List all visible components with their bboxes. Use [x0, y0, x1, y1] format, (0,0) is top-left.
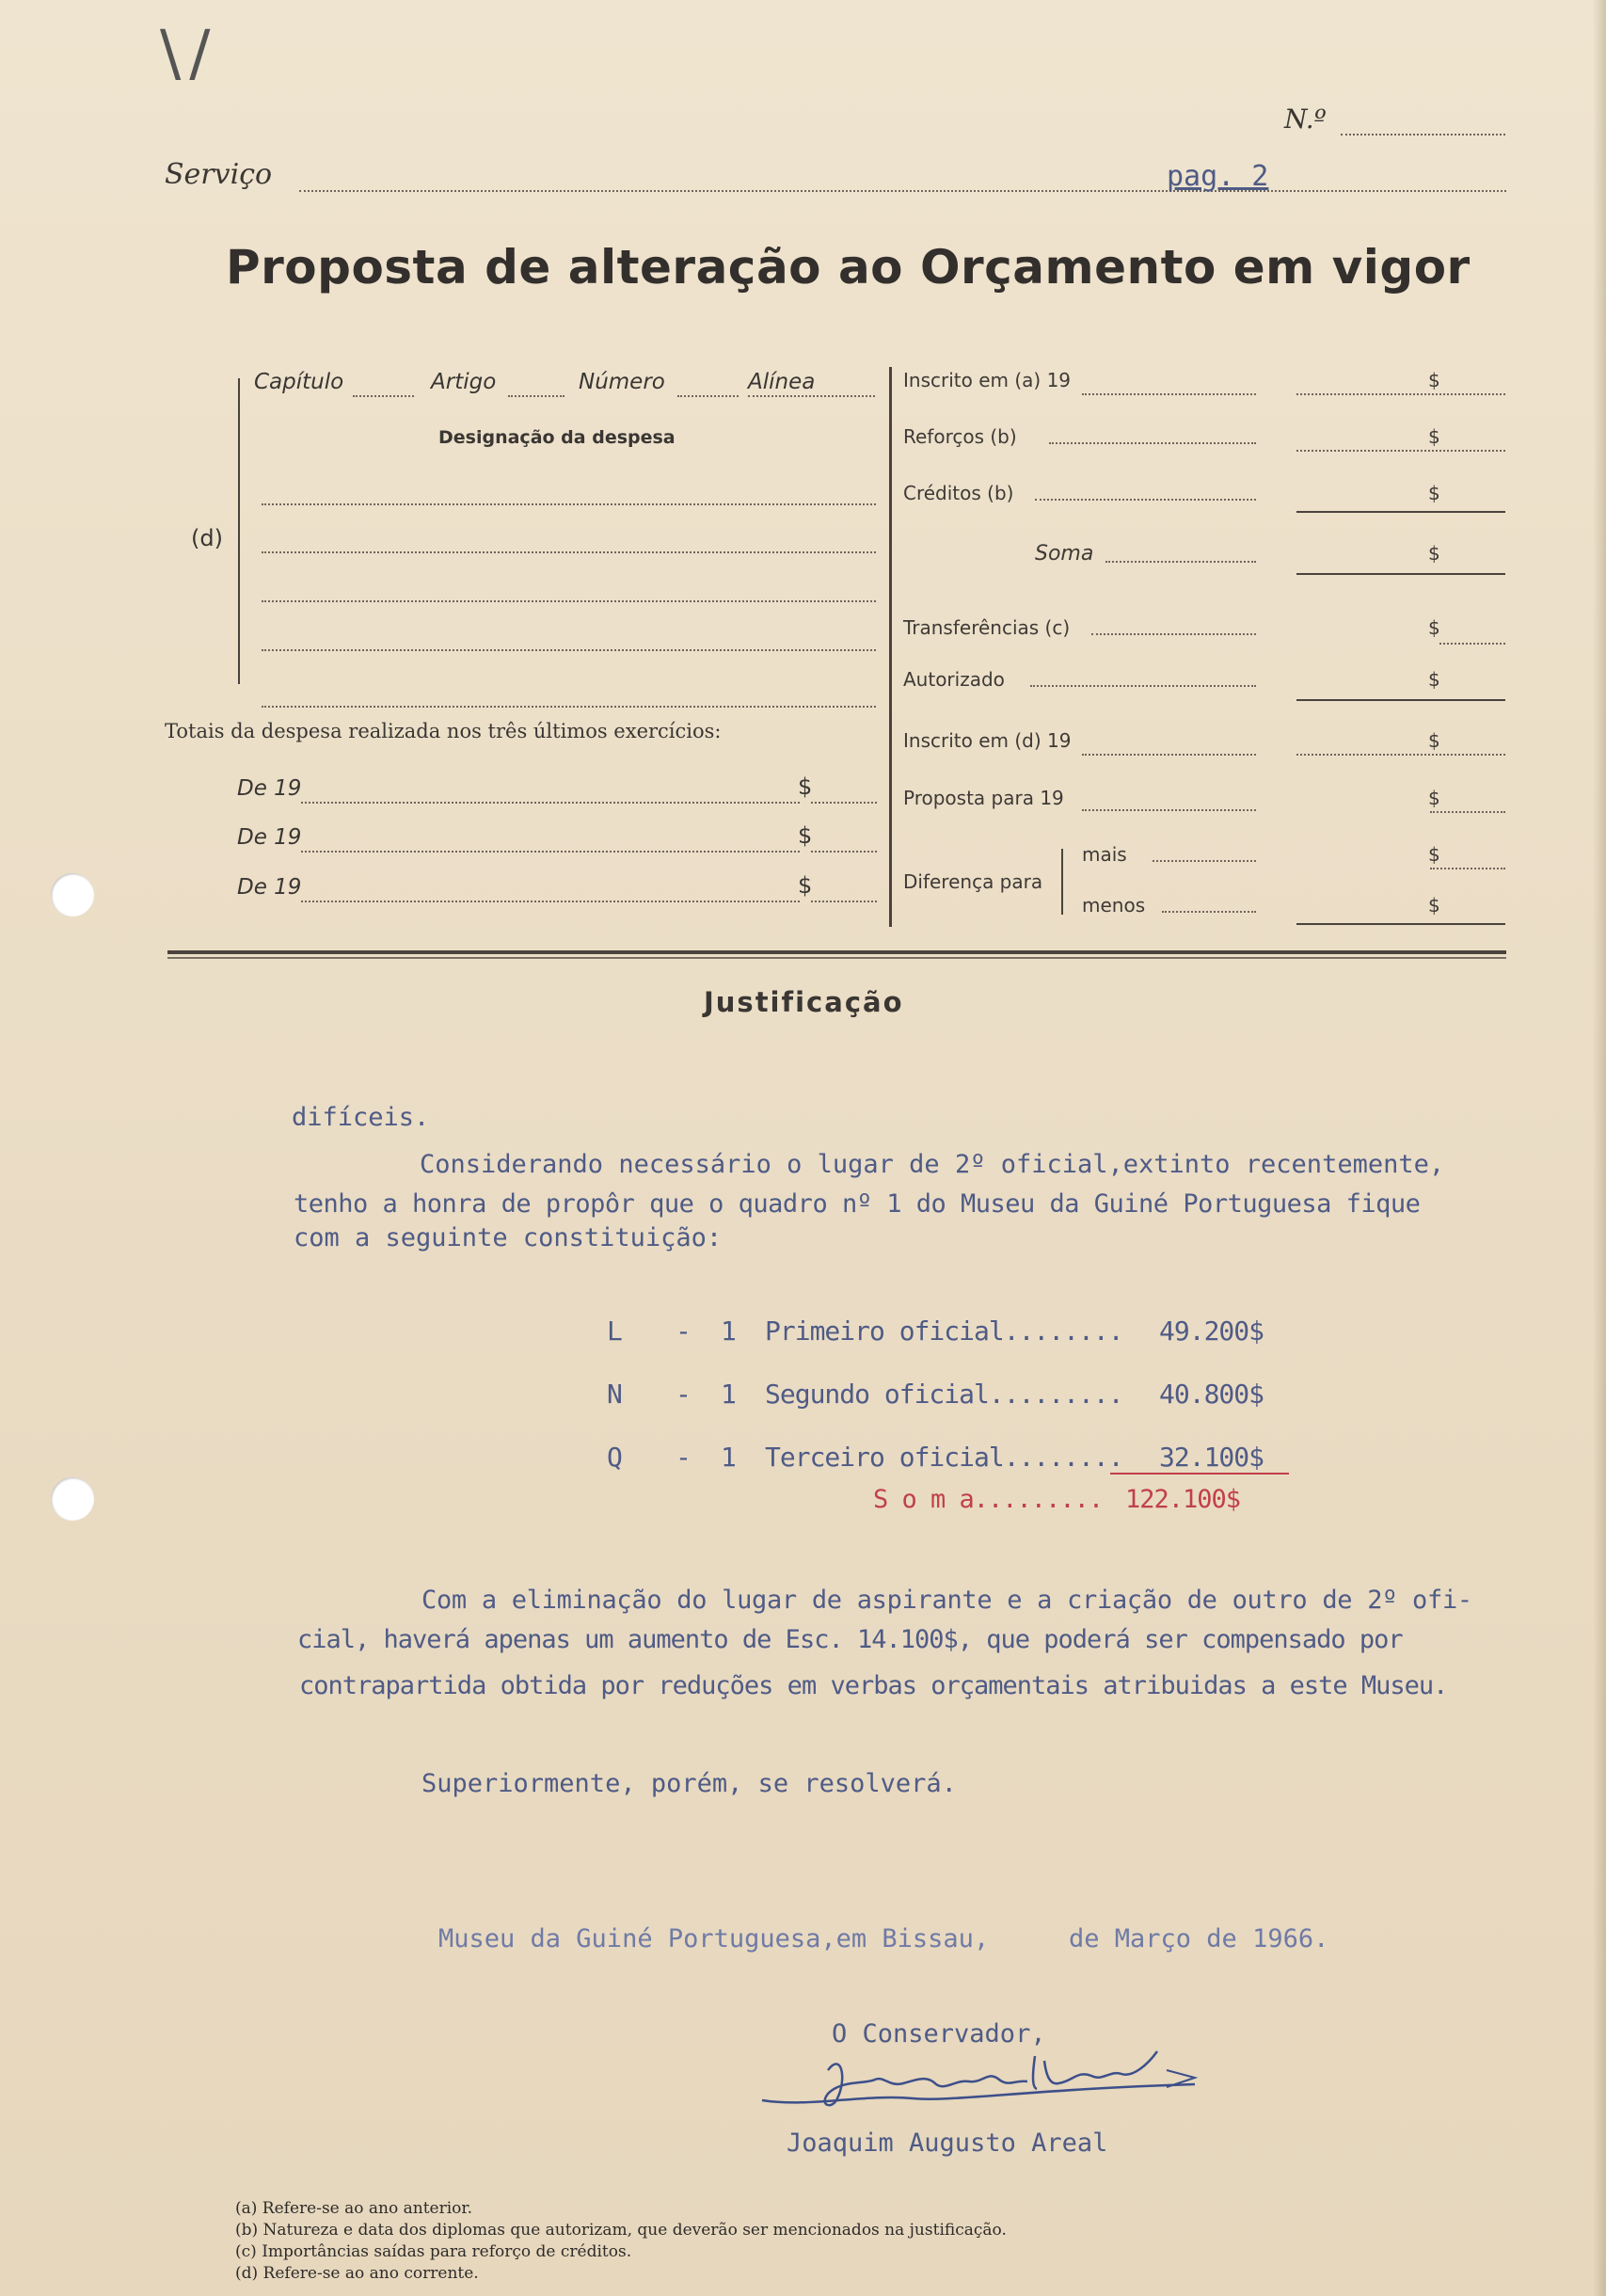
- row-inscrito-a-amount: [1296, 393, 1505, 395]
- row-transferencias-amount: [1439, 643, 1505, 645]
- row-inscrito-d: Inscrito em (d) 19: [903, 729, 1072, 752]
- row-creditos-dollar: $: [1428, 482, 1440, 504]
- row-transferencias-leader: [1091, 633, 1256, 635]
- artigo-field: [508, 395, 564, 397]
- staff-desc-q: Terceiro oficial........: [765, 1442, 1123, 1473]
- diferenca-mais: mais: [1082, 843, 1127, 866]
- row-proposta-leader: [1082, 809, 1256, 811]
- staff-desc-n: Segundo oficial.........: [765, 1379, 1123, 1410]
- soma-label: S o m a.........: [873, 1485, 1104, 1514]
- de19-row-3-field: [301, 901, 800, 902]
- section-separator: [167, 950, 1506, 954]
- brace: [238, 378, 240, 684]
- pencil-mark: \ /: [160, 17, 205, 89]
- diferenca-mais-amount: [1430, 868, 1505, 869]
- diferenca-menos-dollar: $: [1428, 894, 1440, 917]
- punch-hole-bottom: [51, 1477, 94, 1521]
- footnote-d: (d) Refere-se ao ano corrente.: [235, 2264, 479, 2283]
- diferenca-mais-dollar: $: [1428, 843, 1440, 866]
- designacao-line-5: [262, 706, 876, 708]
- row-soma-leader: [1105, 561, 1256, 563]
- numero-col-label: Número: [579, 370, 665, 394]
- row-autorizado-rule: [1296, 699, 1505, 701]
- diferenca-label: Diferença para: [903, 870, 1043, 893]
- de19-row-3-amount: [811, 901, 877, 902]
- section-separator-thin: [167, 957, 1506, 959]
- row-inscrito-a-dollar: $: [1428, 369, 1440, 391]
- row-proposta-dollar: $: [1428, 787, 1440, 809]
- diferenca-menos: menos: [1082, 894, 1146, 917]
- alinea-field: [748, 395, 875, 397]
- body-line-1: difíceis.: [292, 1103, 430, 1132]
- punch-hole-top: [51, 873, 94, 917]
- row-reforcos-leader: [1049, 442, 1256, 444]
- row-autorizado-leader: [1030, 685, 1256, 687]
- date-line: de Março de 1966.: [1069, 1924, 1329, 1953]
- diferenca-menos-leader: [1162, 911, 1256, 913]
- numero-field: [1341, 134, 1505, 136]
- form-divider: [889, 367, 892, 927]
- staff-dash-n: -: [676, 1379, 692, 1410]
- de19-row-2-field: [301, 851, 800, 853]
- alinea-label: Alínea: [748, 370, 816, 394]
- servico-label: Serviço: [165, 158, 273, 191]
- staff-amount-q: 32.100$: [1159, 1442, 1264, 1473]
- closing-line: Superiormente, porém, se resolverá.: [421, 1769, 957, 1798]
- de19-row-3-dollar: $: [798, 872, 813, 899]
- row-soma: Soma: [1035, 542, 1094, 566]
- diferenca-brace: [1061, 849, 1063, 915]
- footnote-b: (b) Natureza e data dos diplomas que autorizam, que deverão ser mencionados na justificação.: [235, 2221, 1007, 2240]
- row-reforcos-dollar: $: [1428, 425, 1440, 448]
- row-inscrito-a-leader: [1082, 393, 1256, 395]
- de19-row-3: De 19: [237, 875, 302, 900]
- form-title: Proposta de alteração ao Orçamento em vigor: [226, 240, 1471, 295]
- signature: [753, 2042, 1204, 2127]
- row-creditos-rule: [1296, 511, 1505, 513]
- row-reforcos: Reforços (b): [903, 425, 1017, 448]
- staff-letter-q: Q: [607, 1442, 623, 1473]
- de19-row-2-amount: [811, 851, 877, 853]
- row-creditos: Créditos (b): [903, 482, 1014, 504]
- staff-dash-q: -: [676, 1442, 692, 1473]
- diferenca-menos-rule: [1296, 923, 1505, 925]
- para2-line-3: contrapartida obtida por reduções em verbas orçamentais atribuidas a este Museu.: [299, 1671, 1448, 1700]
- role-line: O Conservador,: [832, 2019, 1046, 2049]
- page-reference: pag. 2: [1167, 160, 1269, 193]
- row-reforcos-amount: [1296, 450, 1505, 452]
- body-line-3: tenho a honra de propôr que o quadro nº 1 do Museu da Guiné Portuguesa fique: [294, 1189, 1421, 1219]
- body-line-2: Considerando necessário o lugar de 2º oficial,extinto recentemente,: [420, 1150, 1445, 1179]
- de19-row-1-dollar: $: [798, 773, 813, 800]
- diferenca-mais-leader: [1153, 860, 1256, 862]
- footnote-a: (a) Refere-se ao ano anterior.: [235, 2199, 473, 2218]
- de19-row-1: De 19: [237, 776, 302, 801]
- numero-label: N.º: [1284, 104, 1327, 135]
- designacao-line-1: [262, 503, 876, 505]
- soma-amount: 122.100$: [1125, 1485, 1241, 1514]
- place-line: Museu da Guiné Portuguesa,em Bissau,: [438, 1924, 990, 1953]
- de19-row-2-dollar: $: [798, 822, 813, 849]
- designacao-line-4: [262, 649, 876, 651]
- staff-letter-n: N: [607, 1379, 623, 1410]
- numero-col-field: [677, 395, 739, 397]
- staff-letter-l: L: [607, 1315, 623, 1347]
- total-underline: [1110, 1473, 1289, 1475]
- de19-row-1-field: [301, 802, 800, 804]
- capitulo-label: Capítulo: [254, 370, 344, 394]
- para2-line-1: Com a eliminação do lugar de aspirante e a criação de outro de 2º ofi-: [421, 1586, 1472, 1615]
- row-transferencias-dollar: $: [1428, 616, 1440, 639]
- totais-label: Totais da despesa realizada nos três últimos exercícios:: [165, 720, 722, 742]
- row-inscrito-d-dollar: $: [1428, 729, 1440, 752]
- artigo-label: Artigo: [431, 370, 497, 394]
- row-inscrito-d-leader: [1082, 754, 1256, 756]
- row-transferencias: Transferências (c): [903, 616, 1071, 639]
- row-proposta-amount: [1430, 811, 1505, 813]
- de19-row-2: De 19: [237, 825, 302, 850]
- row-autorizado: Autorizado: [903, 668, 1005, 691]
- row-soma-dollar: $: [1428, 542, 1440, 565]
- body-line-4: com a seguinte constituição:: [294, 1223, 723, 1252]
- d-marker: (d): [191, 525, 223, 551]
- staff-amount-l: 49.200$: [1159, 1315, 1264, 1347]
- signatory-name: Joaquim Augusto Areal: [787, 2129, 1108, 2158]
- designacao-line-3: [262, 600, 876, 602]
- staff-count-n: 1: [721, 1379, 737, 1410]
- staff-dash-l: -: [676, 1315, 692, 1347]
- servico-field: [299, 190, 1506, 192]
- designacao-line-2: [262, 551, 876, 553]
- staff-desc-l: Primeiro oficial........: [765, 1315, 1123, 1347]
- justificacao-heading: Justificação: [704, 986, 904, 1018]
- row-proposta: Proposta para 19: [903, 787, 1064, 809]
- staff-amount-n: 40.800$: [1159, 1379, 1264, 1410]
- capitulo-field: [353, 395, 414, 397]
- para2-line-2: cial, haverá apenas um aumento de Esc. 14.100$, que poderá ser compensado por: [297, 1625, 1403, 1654]
- row-soma-rule: [1296, 573, 1505, 575]
- designacao-label: Designação da despesa: [438, 427, 676, 448]
- row-inscrito-a: Inscrito em (a) 19: [903, 369, 1072, 391]
- footnote-c: (c) Importâncias saídas para reforço de créditos.: [235, 2242, 632, 2261]
- staff-count-l: 1: [721, 1315, 737, 1347]
- row-creditos-leader: [1035, 499, 1256, 501]
- de19-row-1-amount: [811, 802, 877, 804]
- row-autorizado-dollar: $: [1428, 668, 1440, 691]
- staff-count-q: 1: [721, 1442, 737, 1473]
- row-inscrito-d-amount: [1296, 754, 1505, 756]
